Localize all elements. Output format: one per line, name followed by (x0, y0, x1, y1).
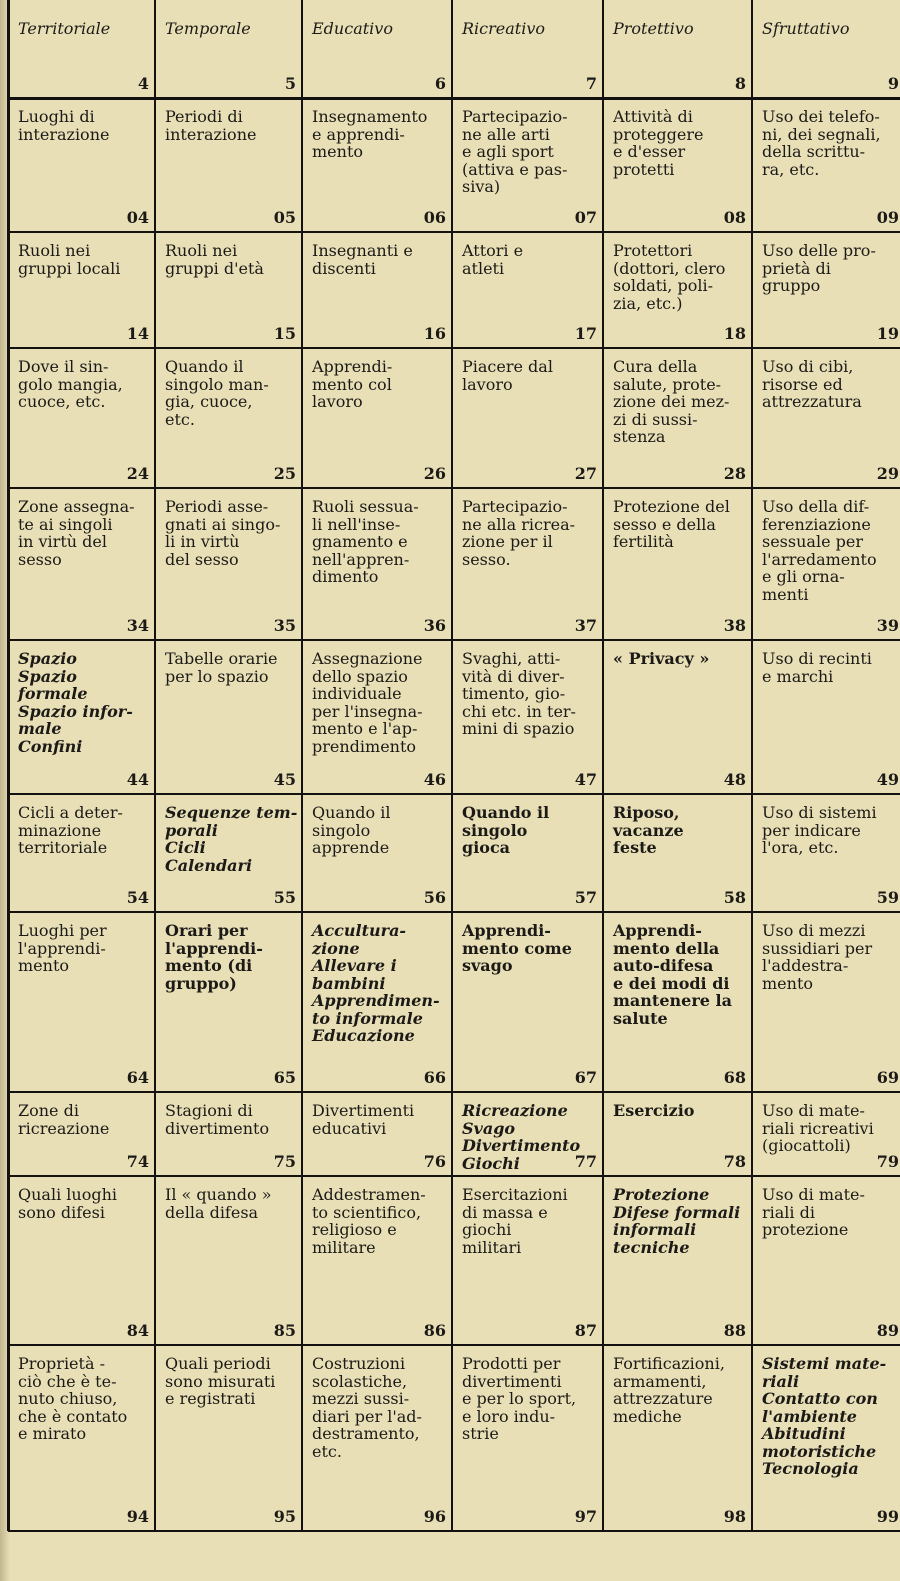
table-cell-text: Addestramen- to scientifico, religioso e militare (312, 1185, 426, 1257)
table-cell (452, 1345, 603, 1531)
table-cell-text: Uso di sistemi per indicare l'ora, etc. (762, 803, 877, 857)
table-cell (302, 1092, 452, 1176)
table-cell-text: Ruoli nei gruppi d'età (165, 241, 264, 278)
table-cell (603, 488, 752, 640)
table-cell (752, 912, 900, 1092)
table-cell-text: Uso di mezzi sussidiari per l'addestra- mento (762, 921, 873, 993)
column-divider (301, 0, 303, 1531)
row-divider (8, 97, 900, 100)
table-cell-number: 99 (876, 1507, 899, 1526)
table-cell-number: 88 (723, 1321, 746, 1340)
table-cell-number: 09 (876, 208, 899, 227)
table-cell-text: Quali periodi sono misurati e registrati (165, 1354, 276, 1408)
table-cell-number: 85 (273, 1321, 296, 1340)
table-cell-number: 48 (723, 770, 746, 789)
header-cell-number: 5 (284, 74, 296, 93)
table-cell (155, 794, 302, 912)
header-cell-text: Sfruttativo (762, 19, 850, 38)
header-cell (752, 0, 900, 98)
table-cell (8, 348, 155, 488)
table-cell (603, 640, 752, 794)
table-cell-number: 89 (876, 1321, 899, 1340)
header-cell (603, 0, 752, 98)
table-cell-number: 95 (273, 1507, 296, 1526)
table-cell-text: Riposo, vacanze feste (613, 803, 684, 857)
table-cell-text: Uso di mate- riali ricreativi (giocattoli) (762, 1101, 874, 1155)
table-cell-text: Quali luoghi sono difesi (18, 1185, 117, 1222)
header-cell-number: 9 (887, 74, 899, 93)
table-cell-number: 18 (723, 324, 746, 343)
table-cell-text: « Privacy » (613, 649, 710, 668)
table-cell (452, 1092, 603, 1176)
table-cell-text: Esercizio (613, 1101, 695, 1120)
table-cell-text: Periodi asse- gnati ai singo- li in virtù del sesso (165, 497, 281, 569)
table-cell-number: 98 (723, 1507, 746, 1526)
table-cell-number: 67 (574, 1068, 597, 1087)
table-cell (302, 488, 452, 640)
header-cell-number: 8 (734, 74, 746, 93)
table-cell-number: 17 (574, 324, 597, 343)
table-cell-text: Assegnazione dello spazio individuale per l'insegna- mento e l'ap- prendimento (312, 649, 423, 756)
table-cell (603, 912, 752, 1092)
header-cell (155, 0, 302, 98)
table-cell (752, 488, 900, 640)
table-cell-number: 45 (273, 770, 296, 789)
row-divider (8, 793, 900, 795)
table-cell (8, 1092, 155, 1176)
table-cell-number: 69 (876, 1068, 899, 1087)
table-cell (155, 1092, 302, 1176)
table-cell-number: 68 (723, 1068, 746, 1087)
table-cell-number: 14 (126, 324, 149, 343)
table-cell-number: 75 (273, 1152, 296, 1171)
table-cell (8, 232, 155, 348)
table-cell-text: Quando il singolo man- gia, cuoce, etc. (165, 357, 269, 429)
row-divider (8, 231, 900, 233)
table-cell-text: Piacere dal lavoro (462, 357, 553, 394)
table-cell-text: Esercitazioni di massa e giochi militari (462, 1185, 568, 1257)
table-cell (302, 98, 452, 232)
table-cell (155, 912, 302, 1092)
header-cell-text: Educativo (312, 19, 393, 38)
table-cell-number: 38 (723, 616, 746, 635)
table-cell (302, 1176, 452, 1345)
table-cell-text: Tabelle orarie per lo spazio (165, 649, 278, 686)
row-divider (8, 1175, 900, 1177)
table-cell (302, 794, 452, 912)
table-cell-number: 35 (273, 616, 296, 635)
row-divider (8, 639, 900, 641)
table-cell-number: 19 (876, 324, 899, 343)
table-cell-text: Svaghi, atti- vità di diver- timento, gio- chi etc. in ter- mini di spazio (462, 649, 576, 738)
table-cell (752, 794, 900, 912)
table-cell-text: Apprendi- mento della auto-difesa e dei modi di mantenere la salute (613, 921, 732, 1028)
table-cell-number: 66 (423, 1068, 446, 1087)
table-cell-number: 36 (423, 616, 446, 635)
table-cell-number: 97 (574, 1507, 597, 1526)
table-cell (155, 348, 302, 488)
header-cell (8, 0, 155, 98)
header-cell-text: Temporale (165, 19, 251, 38)
table-cell-text: Partecipazio- ne alla ricrea- zione per il sesso. (462, 497, 576, 569)
table-cell (302, 640, 452, 794)
table-cell-number: 87 (574, 1321, 597, 1340)
table-cell-text: Uso di cibi, risorse ed attrezzatura (762, 357, 862, 411)
table-cell (752, 98, 900, 232)
column-divider (602, 0, 604, 1531)
table-cell (752, 1092, 900, 1176)
table-cell (155, 1176, 302, 1345)
table-cell-text: Zone di ricreazione (18, 1101, 110, 1138)
table-cell-text: Costruzioni scolastiche, mezzi sussi- diari per l'ad- destramento, etc. (312, 1354, 422, 1461)
table-cell-number: 25 (273, 464, 296, 483)
table-cell-number: 44 (126, 770, 149, 789)
table-cell-number: 57 (574, 888, 597, 907)
table-cell-text: Prodotti per divertimenti e per lo sport, e loro indu- strie (462, 1354, 577, 1443)
row-divider (8, 487, 900, 489)
table-cell (452, 1176, 603, 1345)
column-divider (751, 0, 753, 1531)
table-cell-text: Insegnamento e apprendi- mento (312, 107, 428, 161)
table-cell (603, 1092, 752, 1176)
table-cell-text: Il « quando » della difesa (165, 1185, 272, 1222)
table-cell (603, 98, 752, 232)
table-cell-text: Apprendi- mento col lavoro (312, 357, 393, 411)
table-cell-text: Sequenze tem- porali Cicli Calendari (165, 803, 298, 875)
header-cell-text: Ricreativo (462, 19, 545, 38)
table-cell-number: 59 (876, 888, 899, 907)
table-cell (603, 794, 752, 912)
table-cell (452, 640, 603, 794)
row-divider (8, 1530, 900, 1532)
table-cell-number: 26 (423, 464, 446, 483)
table-cell-text: Spazio Spazio formale Spazio infor- male Confini (18, 649, 133, 756)
header-cell-text: Territoriale (18, 19, 111, 38)
table-cell-text: Orari per l'apprendi- mento (di gruppo) (165, 921, 263, 993)
table-cell-text: Apprendi- mento come svago (462, 921, 572, 975)
table-cell (8, 640, 155, 794)
table-cell-number: 84 (126, 1321, 149, 1340)
table-cell-number: 79 (876, 1152, 899, 1171)
table-cell-text: Zone assegna- te ai singoli in virtù del sesso (18, 497, 135, 569)
table-cell-number: 86 (423, 1321, 446, 1340)
table-cell-number: 94 (126, 1507, 149, 1526)
row-divider (8, 911, 900, 913)
table-cell (8, 912, 155, 1092)
table-cell-number: 47 (574, 770, 597, 789)
table-cell-text: Insegnanti e discenti (312, 241, 413, 278)
table-cell-number: 37 (574, 616, 597, 635)
table-cell-text: Cura della salute, prote- zione dei mez- zi di sussi- stenza (613, 357, 730, 446)
header-cell-number: 7 (585, 74, 597, 93)
table-cell-text: Attività di proteggere e d'esser protetti (613, 107, 704, 179)
table-cell (752, 348, 900, 488)
table-cell-text: Uso dei telefo- ni, dei segnali, della scrittu- ra, etc. (762, 107, 881, 179)
table-cell-number: 06 (423, 208, 446, 227)
table-cell-text: Ricreazione Svago Divertimento Giochi (462, 1101, 581, 1173)
table-cell-text: Divertimenti educativi (312, 1101, 415, 1138)
table-cell (155, 488, 302, 640)
table-cell-number: 74 (126, 1152, 149, 1171)
table-cell-text: Uso di mate- riali di protezione (762, 1185, 865, 1239)
table-cell-text: Accultura- zione Allevare i bambini Apprendimen- to informale Educazione (312, 921, 440, 1045)
table-cell-number: 05 (273, 208, 296, 227)
table-cell-text: Dove il sin- golo mangia, cuoce, etc. (18, 357, 123, 411)
row-divider (8, 347, 900, 349)
table-cell-text: Attori e atleti (462, 241, 524, 278)
table-cell-text: Luoghi di interazione (18, 107, 110, 144)
table-cell (603, 232, 752, 348)
table-cell-number: 46 (423, 770, 446, 789)
table-cell-text: Fortificazioni, armamenti, attrezzature mediche (613, 1354, 725, 1426)
table-cell-number: 54 (126, 888, 149, 907)
table-cell (752, 1176, 900, 1345)
table-cell (155, 98, 302, 232)
table-cell-text: Uso di recinti e marchi (762, 649, 872, 686)
table-cell-number: 04 (126, 208, 149, 227)
table-cell-number: 58 (723, 888, 746, 907)
table-cell (752, 640, 900, 794)
table-cell-text: Periodi di interazione (165, 107, 257, 144)
table-cell (8, 488, 155, 640)
table-cell (452, 98, 603, 232)
table-cell (302, 912, 452, 1092)
table-cell (155, 1345, 302, 1531)
table-cell-number: 96 (423, 1507, 446, 1526)
table-cell-number: 24 (126, 464, 149, 483)
table-cell-number: 56 (423, 888, 446, 907)
table-cell (452, 488, 603, 640)
table-cell-number: 34 (126, 616, 149, 635)
table-cell-text: Protettori (dottori, clero soldati, poli- zia, etc.) (613, 241, 726, 313)
table-cell (8, 1345, 155, 1531)
table-cell-text: Quando il singolo gioca (462, 803, 550, 857)
table-cell-number: 39 (876, 616, 899, 635)
table-cell (302, 1345, 452, 1531)
table-cell (155, 640, 302, 794)
table-cell-number: 65 (273, 1068, 296, 1087)
table-cell-text: Ruoli nei gruppi locali (18, 241, 121, 278)
table-cell (452, 232, 603, 348)
table-cell-text: Stagioni di divertimento (165, 1101, 270, 1138)
table-cell-number: 07 (574, 208, 597, 227)
table-cell-text: Ruoli sessua- li nell'inse- gnamento e nell'appren- dimento (312, 497, 419, 586)
column-divider (7, 0, 10, 1531)
header-cell (452, 0, 603, 98)
table-cell-number: 49 (876, 770, 899, 789)
table-cell-text: Uso delle pro- prietà di gruppo (762, 241, 876, 295)
table-cell-text: Luoghi per l'apprendi- mento (18, 921, 107, 975)
column-divider (154, 0, 156, 1531)
table-cell (452, 912, 603, 1092)
table-cell (603, 348, 752, 488)
row-divider (8, 1344, 900, 1346)
table-cell (8, 1176, 155, 1345)
table-cell-number: 64 (126, 1068, 149, 1087)
table-cell-text: Cicli a deter- minazione territoriale (18, 803, 123, 857)
table-cell (752, 232, 900, 348)
table-cell-number: 78 (723, 1152, 746, 1171)
header-cell-number: 6 (434, 74, 446, 93)
table-cell-text: Partecipazio- ne alle arti e agli sport (attiva e pas- siva) (462, 107, 568, 196)
table-cell (8, 794, 155, 912)
row-divider (8, 1091, 900, 1093)
table-cell-text: Sistemi mate- riali Contatto con l'ambiente Abitudini motoristiche Tecnologia (762, 1354, 887, 1478)
table-cell-text: Protezione Difese formali informali tecniche (613, 1185, 741, 1257)
table-cell (8, 98, 155, 232)
table-cell (603, 1176, 752, 1345)
table-cell (452, 348, 603, 488)
table-cell (603, 1345, 752, 1531)
table-cell-number: 08 (723, 208, 746, 227)
table-cell-text: Uso della dif- ferenziazione sessuale per l'arredamento e gli orna- menti (762, 497, 877, 604)
table-cell-text: Protezione del sesso e della fertilità (613, 497, 730, 551)
table-cell (302, 232, 452, 348)
column-divider (451, 0, 453, 1531)
table-cell (302, 348, 452, 488)
header-cell-text: Protettivo (613, 19, 694, 38)
header-cell (302, 0, 452, 98)
table-cell (752, 1345, 900, 1531)
table-cell-number: 28 (723, 464, 746, 483)
table-cell (452, 794, 603, 912)
table-cell-number: 77 (574, 1152, 597, 1171)
table-cell-number: 76 (423, 1152, 446, 1171)
table-cell-number: 27 (574, 464, 597, 483)
table-cell-number: 16 (423, 324, 446, 343)
header-cell-number: 4 (137, 74, 149, 93)
table-cell-number: 29 (876, 464, 899, 483)
table-cell-number: 55 (273, 888, 296, 907)
table-cell-number: 15 (273, 324, 296, 343)
table-cell-text: Proprietà - ciò che è te- nuto chiuso, che è contato e mirato (18, 1354, 128, 1443)
table-cell (155, 232, 302, 348)
table-cell-text: Quando il singolo apprende (312, 803, 391, 857)
